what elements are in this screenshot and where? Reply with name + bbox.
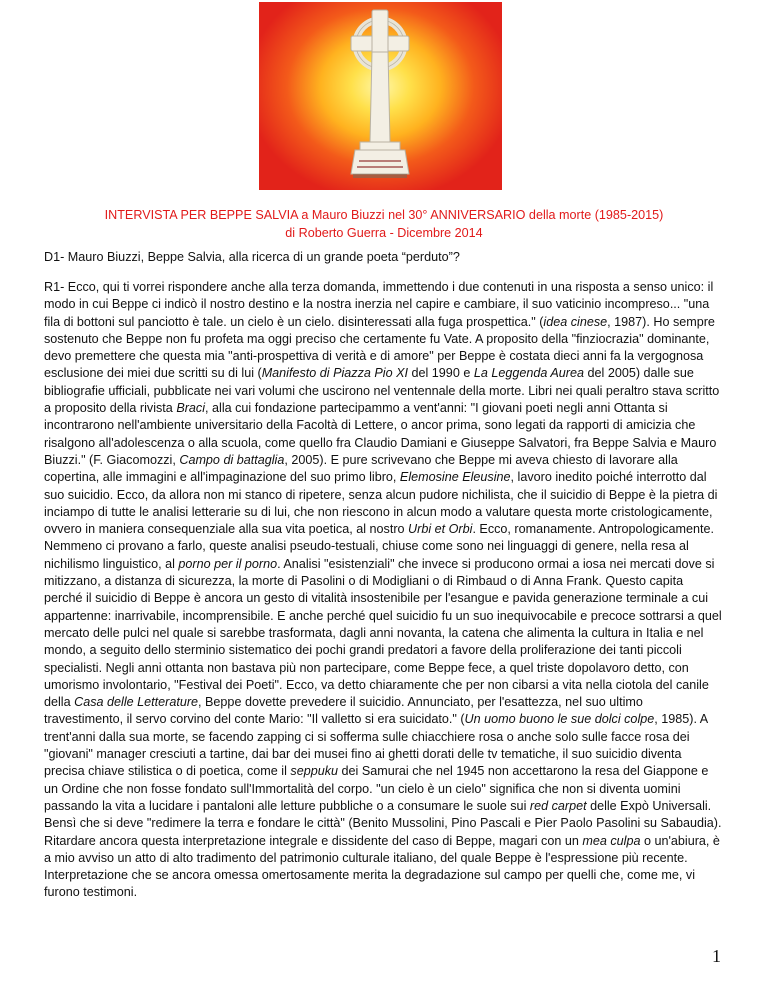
answer-text-segment: dei Samurai che nel 1945 non accettarono la resa del Giappone e un Ordine che non fosse fondato sull'Immortalità del corpo. "un cielo è un cielo" significa che non si diventa uomini passando la vita a lucidare i pantaloni alle letture pubbliche o a consumare le suole sui (44, 764, 709, 813)
answer-italic-segment: Elemosine Eleusine (399, 470, 511, 485)
title-line-author: di Roberto Guerra - Dicembre 2014 (285, 226, 483, 240)
answer-text-segment: , 2005). E pure scrivevano che Beppe mi aveva chiesto di lavorare alla copertina, alle immagini e all'impaginazione del suo primo libro, (44, 452, 678, 485)
answer-text-segment: o un'abiura, è a mio avviso un atto di alto tradimento del patrimonio culturale italiano, del quale Beppe è l'espressione più recente. Interpretazione che se ancora omessa omertosamente merita la degradazione sul campo per quelli che, come me, vi furono testimoni. (44, 833, 720, 900)
answer-italic-segment: porno per il porno (178, 556, 278, 571)
answer-italic-segment: Casa delle Letterature (74, 695, 199, 710)
answer-text-segment: , alla cui fondazione partecipammo a vent'anni: "I giovani poeti negli anni Ottanta si incontrarono nell'ambiente universitario della Facoltà di Lettere, o ancor prima, sono legati da rapporti di amicizia che risalgono all'adolescenza o alla scuola, come quello fra Claudio Damiani e Giuseppe Salvatori, fra Beppe Salvia e Mauro Biuzzi." (F. Giacomozzi, (44, 401, 717, 467)
header-image (259, 2, 502, 190)
answer-text-segment: , Beppe dovette prevedere il suicidio. Annunciato, per l'esattezza, nel suo ultimo travestimento, il servo corvino del conte Mario: "Il valletto si era suicidato." ( (44, 695, 643, 727)
answer-text-segment: R1- Ecco, qui ti vorrei rispondere anche alla terza domanda, immettendo i due contenuti in una risposta a senso unico: il modo in cui Beppe ci indicò il nostro destino e la nostra inerzia nel capire e cambiare, il suo vaticinio incompreso... "una fila di bottoni sul panciotto è tale. un cielo è un cielo. disinteressati alla fuga prospettica." ( (44, 280, 714, 329)
answer-italic-segment: Manifesto di Piazza Pio XI (261, 366, 408, 381)
answer-text-segment: , 1985). A trent'anni dalla sua morte, se facendo zapping ci si sofferma sulle chiacchiere rosa o anche solo sulle facce rosa dei "giovani" manager cresciuti a tartine, dai bar dei musei fino ai ghetti dorati delle tv tematiche, il suo suicidio diventa precisa chiave stilistica o di poetica, come il (44, 712, 708, 779)
interview-question: D1- Mauro Biuzzi, Beppe Salvia, alla ricerca di un grande poeta “perduto”? (44, 250, 460, 264)
article-title (80, 206, 688, 242)
answer-text-segment: , lavoro inedito poiché interrotto dal suo suicidio. Ecco, da allora non mi stanco di ripetere, senza alcun pudore nichilista, che il suicidio di Beppe è la pietra di inciampo di tutte le analisi letterarie su di lui, che non riescono in alcun modo a valutare questa morte cristologicamente, ovvero in maniera consequenziale alla sua vita poetica, al nostro (44, 470, 718, 537)
answer-text-segment: del 2005) dalle sue bibliografie ufficiali, pubblicate nei vari volumi che uscirono nel ventennale della morte. Libri nei quali peraltro stava scritto a proposito della rivista (44, 366, 720, 416)
answer-italic-segment: seppuku (290, 764, 339, 779)
interview-answer (44, 279, 724, 902)
title-line-main: INTERVISTA PER BEPPE SALVIA a Mauro Biuzzi nel 30° ANNIVERSARIO della morte (1985-2015) (104, 208, 664, 222)
answer-text-segment: del 1990 e (408, 366, 474, 381)
answer-text-segment: , 1987). Ho sempre sostenuto che Beppe non fu profeta ma oggi preciso che certamente fu Vate. A proposito della "finziocrazia" dominante, devo premettere che questa mia "anti-prospettiva di verità e di amore" per Beppe è costata dieci anni fa la vergognosa esclusione dei miei due scritti su di lui ( (44, 314, 715, 381)
answer-text-segment: . Ecco, romanamente. Antropologicamente. Nemmeno ci provano a farlo, queste analisi pseudo-testuali, chiuse come sono nei linguaggi di genere, nella resa al nichilismo linguistico, al (44, 522, 714, 571)
answer-text-segment: delle Expò Universali. Bensì che si deve "redimere la terra e fondare le città" (Benito Mussolini, Pino Pascali e Pier Paolo Pasolini su Sabaudia). Ritardare ancora questa interpretazione integrale e dissidente del caso di Beppe, magari con un (44, 798, 722, 848)
answer-italic-segment: red carpet (529, 798, 587, 813)
answer-italic-segment: Urbi et Orbi (408, 522, 473, 537)
answer-italic-segment: La Leggenda Aurea (473, 366, 585, 381)
answer-italic-segment: mea culpa (582, 833, 641, 848)
celtic-cross-monument-icon (259, 2, 502, 190)
answer-italic-segment: idea cinese (543, 314, 608, 329)
answer-italic-segment: Braci (176, 401, 206, 416)
answer-italic-segment: Campo di battaglia (179, 452, 285, 467)
answer-text-segment: . Analisi "esistenziali" che invece si producono ormai a iosa nei mercati dove si mitizzano, a distanza di sicurezza, la morte di Pasolini o di Modigliani o di Rimbaud o di Anna Frank. Questo capita perché il suicidio di Beppe è ancora un gesto di vitalità insostenibile per l'esangue e pavida generazione terminale a cui appartenne: inarrivabile, incomprensibile. E anche perché quel suicidio fu un suo inequivocabile e precoce sottrarsi a quel mercato delle pulci nel quale si sarebbe trasformata, dagli anni novanta, la catena che alimenta la cultura in Italia e nel mondo, a seguito dello sterminio sistematico dei pochi grandi predatori a favore della proliferazione dei tanti piccoli specialisti. Negli anni ottanta non bastava più non partecipare, come Beppe fece, a quel triste dopolavoro detto, con umorismo involontario, "Festival dei Poeti". Ecco, va detto chiaramente che per non cibarsi a vita nella ciotola del canile della (44, 556, 722, 710)
page-number: 1 (712, 946, 721, 966)
answer-italic-segment: Un uomo buono le sue dolci colpe (464, 712, 655, 727)
